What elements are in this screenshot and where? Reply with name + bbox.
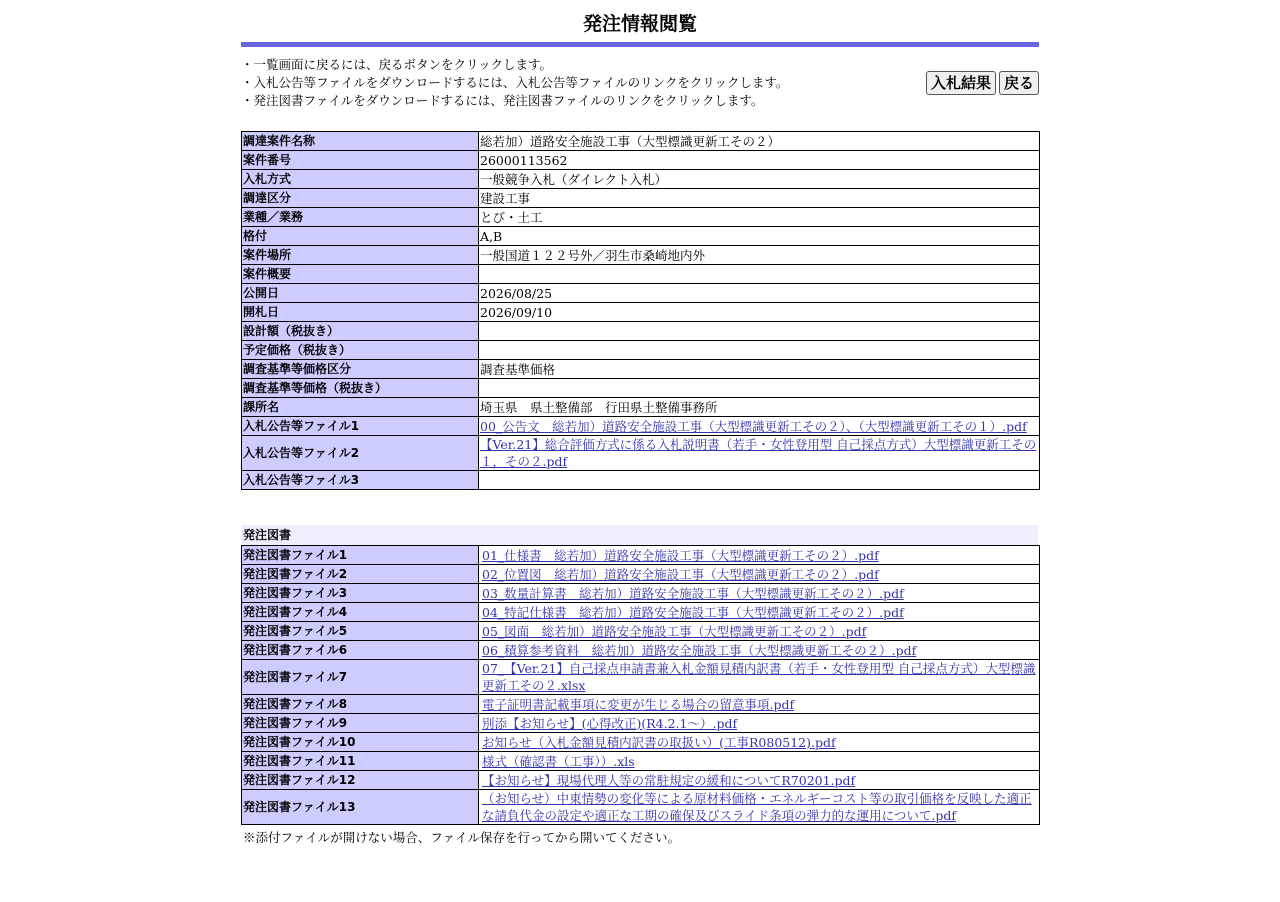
file-label: 発注図書ファイル2 [242,565,479,584]
file-cell [479,695,1040,714]
file-label: 発注図書ファイル1 [242,546,479,565]
field-label: 入札公告等ファイル1 [242,417,479,436]
file-cell [479,584,1040,603]
file-label: 発注図書ファイル9 [242,714,479,733]
table-row [242,246,1040,265]
table-row [242,436,1040,471]
table-row [242,398,1040,417]
table-row [242,341,1040,360]
field-label: 調査基準等価格（税抜き） [242,379,479,398]
bid-results-button[interactable]: 入札結果 [926,71,996,95]
drawing-file-link[interactable]: 06_積算参考資料 総若加）道路安全施設工事（大型標識更新工その２）.pdf [482,642,917,658]
field-label: 開札日 [242,303,479,322]
file-label: 発注図書ファイル5 [242,622,479,641]
field-value: 2026/09/10 [479,303,1040,322]
field-label: 入札方式 [242,170,479,189]
field-label: 入札公告等ファイル2 [242,436,479,471]
field-label: 設計額（税抜き） [242,322,479,341]
table-row [242,622,1040,641]
table-row [242,660,1040,695]
table-row [242,771,1040,790]
field-label: 課所名 [242,398,479,417]
field-value: 建設工事 [479,189,1040,208]
field-label: 調達案件名称 [242,132,479,151]
file-label: 発注図書ファイル4 [242,603,479,622]
drawing-file-link[interactable]: 03_数量計算書 総若加）道路安全施設工事（大型標識更新工その２）.pdf [482,585,904,601]
table-row [242,641,1040,660]
table-row [242,132,1040,151]
table-row [242,303,1040,322]
notice-file-cell [479,471,1040,490]
table-row [242,170,1040,189]
file-label: 発注図書ファイル11 [242,752,479,771]
drawing-file-link[interactable]: 05_図面 総若加）道路安全施設工事（大型標識更新工その２）.pdf [482,623,867,639]
field-value: 埼玉県 県土整備部 行田県土整備事務所 [479,398,1040,417]
table-row [242,379,1040,398]
file-label: 発注図書ファイル8 [242,695,479,714]
info-table [241,131,1040,490]
field-label: 調達区分 [242,189,479,208]
field-value: 2026/08/25 [479,284,1040,303]
field-value: A,B [479,227,1040,246]
file-cell [479,622,1040,641]
table-row [242,714,1040,733]
file-cell [479,546,1040,565]
file-cell [479,660,1040,695]
field-label: 案件場所 [242,246,479,265]
table-row [242,584,1040,603]
file-label: 発注図書ファイル10 [242,733,479,752]
file-cell [479,771,1040,790]
field-value [479,379,1040,398]
drawing-file-link[interactable]: 04_特記仕様書 総若加）道路安全施設工事（大型標識更新工その２）.pdf [482,604,904,620]
drawing-file-link[interactable]: 01_仕様書 総若加）道路安全施設工事（大型標識更新工その２）.pdf [482,547,879,563]
drawings-table [241,545,1040,825]
field-value: 一般国道１２２号外／羽生市桑崎地内外 [479,246,1040,265]
drawing-file-link[interactable]: 【お知らせ】現場代理人等の常駐規定の緩和についてR70201.pdf [482,772,856,788]
file-label: 発注図書ファイル6 [242,641,479,660]
file-cell [479,733,1040,752]
field-label: 入札公告等ファイル3 [242,471,479,490]
field-label: 予定価格（税抜き） [242,341,479,360]
notice-file-cell [479,436,1040,471]
field-label: 格付 [242,227,479,246]
file-cell [479,565,1040,584]
file-cell [479,714,1040,733]
file-label: 発注図書ファイル7 [242,660,479,695]
instruction-line: ・入札公告等ファイルをダウンロードするには、入札公告等ファイルのリンクをクリックします。 [241,75,789,90]
instruction-line: ・一覧画面に戻るには、戻るボタンをクリックします。 [241,57,553,72]
field-label: 業種／業務 [242,208,479,227]
file-cell [479,603,1040,622]
page-title: 発注情報閲覧 [582,13,697,35]
back-button[interactable]: 戻る [999,71,1039,95]
table-row [242,733,1040,752]
table-row [242,695,1040,714]
notice-file-link[interactable]: 【Ver.21】総合評価方式に係る入札説明書（若手・女性登用型 自己採点方式）大型標識更新工その１，その２.pdf [480,437,1037,469]
file-cell [479,752,1040,771]
footnote: ※添付ファイルが開けない場合、ファイル保存を行ってから開いてください。 [243,830,681,845]
table-row [242,227,1040,246]
button-group [923,71,1039,95]
page-container [241,0,1039,846]
table-row [242,565,1040,584]
table-row [242,322,1040,341]
drawing-file-link[interactable]: お知らせ（入札金額見積内訳書の取扱い）(工事R080512).pdf [482,734,836,750]
table-row [242,471,1040,490]
table-row [242,284,1040,303]
field-value [479,265,1040,284]
table-row [242,208,1040,227]
field-value: 調査基準価格 [479,360,1040,379]
drawing-file-link[interactable]: 電子証明書記載事項に変更が生じる場合の留意事項.pdf [482,696,795,712]
notice-file-cell [479,417,1040,436]
table-row [242,546,1040,565]
instructions [241,56,788,110]
field-value: 総若加）道路安全施設工事（大型標識更新工その２） [479,132,1040,151]
field-label: 案件概要 [242,265,479,284]
file-label: 発注図書ファイル13 [242,790,479,825]
table-row [242,417,1040,436]
drawing-file-link[interactable]: 様式（確認書（工事））.xls [482,753,635,769]
table-row [242,752,1040,771]
drawing-file-link[interactable]: 別添【お知らせ】(心得改正)(R4.2.1～）.pdf [482,715,738,731]
table-row [242,790,1040,825]
table-row [242,265,1040,284]
field-value: 26000113562 [479,151,1040,170]
table-row [242,603,1040,622]
table-row [242,360,1040,379]
file-cell [479,641,1040,660]
table-row [242,189,1040,208]
field-label: 公開日 [242,284,479,303]
drawings-section-title: 発注図書 [241,525,1038,545]
section-spacer [241,490,1039,525]
field-label: 調査基準等価格区分 [242,360,479,379]
field-value: 一般競争入札（ダイレクト入札） [479,170,1040,189]
instruction-line: ・発注図書ファイルをダウンロードするには、発注図書ファイルのリンクをクリックします。 [241,93,764,108]
file-label: 発注図書ファイル12 [242,771,479,790]
file-label: 発注図書ファイル3 [242,584,479,603]
drawing-file-link[interactable]: （お知らせ）中東情勢の変化等による原材料価格・エネルギーコスト等の取引価格を反映した適正な請負代金の設定や適正な工期の確保及びスライド条項の弾力的な運用について.pdf [482,791,1032,823]
field-value: とび・土工 [479,208,1040,227]
drawing-file-link[interactable]: 07_【Ver.21】自己採点申請書兼入札金額見積内訳書（若手・女性登用型 自己採点方式）大型標識更新工その２.xlsx [482,661,1036,693]
notice-file-link[interactable]: 00_公告文 総若加）道路安全施設工事（大型標識更新工その２）、（大型標識更新工その１）.pdf [480,418,1027,434]
field-value [479,322,1040,341]
header-area [241,47,1039,131]
drawing-file-link[interactable]: 02_位置図 総若加）道路安全施設工事（大型標識更新工その２）.pdf [482,566,879,582]
file-cell [479,790,1040,825]
field-value [479,341,1040,360]
field-label: 案件番号 [242,151,479,170]
table-row [242,151,1040,170]
